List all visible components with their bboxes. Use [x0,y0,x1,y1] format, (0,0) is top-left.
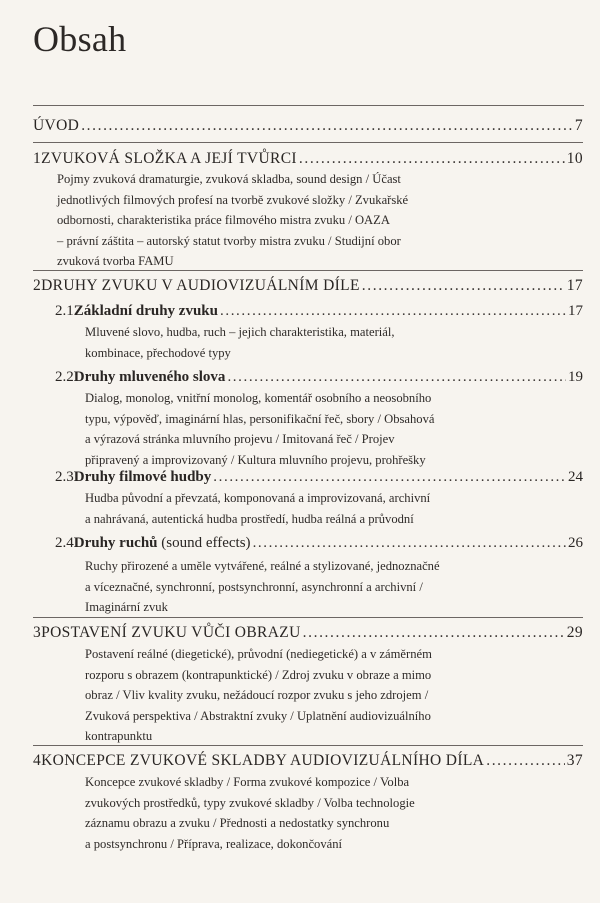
toc-entry-intro[interactable] [33,117,583,135]
toc-entry-section-2-4[interactable] [55,535,583,552]
entry-page: 7 [574,117,583,134]
entry-page: 17 [568,303,583,319]
entry-number: 2 [33,277,42,294]
description-line: Postavení reálné (diegetické), průvodní (nediegetické) a v záměrném [85,647,432,661]
entry-title: Základní druhy zvuku [73,303,218,319]
entry-title: Druhy filmové hudby [73,469,212,485]
toc-entry-chapter-3[interactable] [33,624,583,642]
entry-title-main: Druhy ruchů [73,535,158,551]
description-line: Imaginární zvuk [85,600,168,614]
toc-entry-chapter-4[interactable] [33,752,583,770]
dot-leader [220,303,566,320]
description-line: typu, výpověď, imaginární hlas, personifikační řeč, sbory / Obsahová [85,411,435,426]
entry-number: 2.3 [55,469,74,485]
description-line: Dialog, monolog, vnitřní monolog, komentář osobního a neosobního [85,391,432,405]
entry-description [85,388,435,470]
entry-page: 29 [566,624,583,641]
divider [33,617,583,618]
entry-page: 24 [568,469,583,485]
entry-description [85,322,395,363]
dot-leader [486,752,565,770]
entry-description [85,644,432,747]
description-line: kombinace, přechodové typy [85,345,231,360]
description-line: rozporu s obrazem (kontrapunktické) / Zdroj zvuku v obraze a mimo [85,667,432,682]
entry-number: 2.2 [55,369,74,385]
entry-title [74,535,251,552]
entry-page: 19 [568,369,583,385]
description-line: Hudba původní a převzatá, komponovaná a improvizovaná, archivní [85,491,431,505]
description-line: Zvuková perspektiva / Abstraktní zvuky / Uplatnění audiovizuálního [85,708,431,723]
entry-page: 37 [566,752,583,769]
entry-number: 1 [33,150,42,167]
description-line: Ruchy přirozené a uměle vytvářené, reálné a stylizované, jednoznačné [85,559,440,573]
description-line: odbornosti, charakteristika práce filmového mistra zvuku / OAZA [57,213,390,227]
dot-leader [227,369,566,386]
description-line: a víceznačné, synchronní, postsynchronní, asynchronní a archivní / [85,579,423,594]
divider [33,270,583,271]
entry-title: POSTAVENÍ ZVUKU VŮČI OBRAZU [41,624,301,641]
divider [33,745,583,746]
description-line: připravený a improvizovaný / Kultura mluvního projevu, prohřešky [85,452,426,467]
divider [33,105,584,106]
entry-page: 26 [568,535,583,551]
dot-leader [81,117,573,135]
toc-entry-section-2-1[interactable] [55,303,583,320]
entry-title-suffix: (sound effects) [157,535,251,551]
dot-leader [303,624,565,642]
entry-page: 17 [566,277,583,294]
description-line: jednotlivých filmových profesí na tvorbě zvukové složky / Zvukařské [57,192,409,207]
entry-title: KONCEPCE ZVUKOVÉ SKLADBY AUDIOVIZUÁLNÍHO DÍLA [41,752,485,769]
dot-leader [213,469,566,486]
description-line: zvukových prostředků, typy zvukové skladby / Volba technologie [85,795,415,810]
entry-title: ZVUKOVÁ SLOŽKA A JEJÍ TVŮRCI [41,150,297,167]
entry-title: DRUHY ZVUKU V AUDIOVIZUÁLNÍM DÍLE [41,277,360,294]
entry-page: 10 [566,150,583,167]
dot-leader [299,150,565,168]
description-line: a nahrávaná, autentická hudba prostředí, hudba reálná a průvodní [85,511,414,526]
description-line: záznamu obrazu a zvuku / Přednosti a nedostatky synchronu [85,816,390,830]
description-line: a postsynchronu / Příprava, realizace, dokončování [85,836,343,851]
page-title: Obsah [33,19,127,59]
entry-number: 2.1 [55,303,74,319]
description-line: Pojmy zvuková dramaturgie, zvuková skladba, sound design / Účast [57,172,401,186]
description-line: Koncepce zvukové skladby / Forma zvukové kompozice / Volba [85,775,410,789]
entry-number: 4 [33,752,42,769]
entry-description [85,772,415,854]
entry-description [85,488,430,529]
entry-number: 3 [33,624,42,641]
dot-leader [362,277,565,295]
entry-number: 2.4 [55,535,74,551]
description-line: obraz / Vliv kvality zvuku, nežádoucí rozpor zvuku s jeho zdrojem / [85,688,429,702]
description-line: – právní záštita – autorský statut tvorby mistra zvuku / Studijní obor [57,233,401,248]
description-line: zvuková tvorba FAMU [57,254,174,268]
toc-entry-chapter-1[interactable] [33,150,583,168]
divider [33,142,583,143]
entry-title: ÚVOD [33,117,80,134]
entry-description [57,169,408,272]
toc-entry-section-2-3[interactable] [55,469,583,486]
entry-title: Druhy mluveného slova [73,369,226,385]
toc-entry-chapter-2[interactable] [33,277,583,295]
entry-description [85,556,440,618]
description-line: a výrazová stránka mluvního projevu / Imitovaná řeč / Projev [85,432,395,446]
toc-entry-section-2-2[interactable] [55,369,583,386]
dot-leader [253,535,566,552]
description-line: Mluvené slovo, hudba, ruch – jejich charakteristika, materiál, [85,325,395,339]
description-line: kontrapunktu [85,729,153,743]
